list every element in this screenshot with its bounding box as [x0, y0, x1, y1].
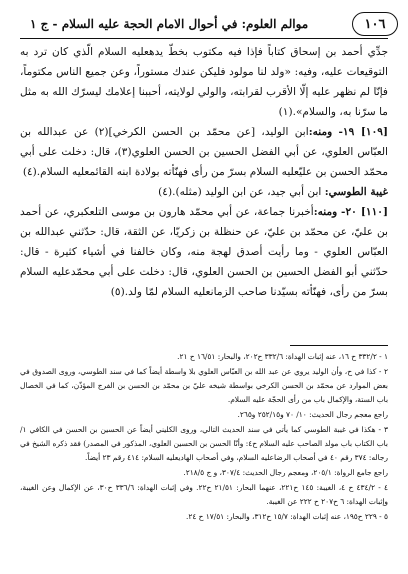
page-header: [18, 10, 398, 38]
hadith-number: [١٠٩] ١٩-: [338, 126, 388, 138]
main-text: [20, 42, 388, 302]
paragraph-text: جدِّي أحمد بن إسحاق كتاباً فإذا فيه مكتوب بخطّ يدهعليه السلام الّذي كان ترد به التوقيعات عليه، وفيه: «ولد لنا مولود فليكن عندك مستوراً، وعن جميع الناس مكتوماً، فإنّا لم نظهر عليه إلّا الأقرب لقرابته، والولي لولايته، أحببنا إعلامك ليسرّك الله به مثل ما سرّنا به، والسلام».(١): [20, 46, 388, 118]
paragraph-text: ابن الوليد، [عن محمّد بن الحسن الكرخي](٢) عن عبدالله بن العبّاس العلوي، عن أبي الفضل الحسين بن الحسن العلوي(٣)، قال: دخلت على أبي محمّد الحسن بن عليّعليه السلام بسرّ من رأى فهنّأته بولادة ابنه القائمعليه السلام.(٤): [20, 126, 389, 178]
footnote: راجع جامع الرواة: ٢٠٥/١، ومعجم رجال الحديث: ٣٠٧/٤، و ج ٢١٨/٥.: [183, 468, 388, 477]
page-number-badge: ١٠٦: [352, 12, 398, 36]
paragraph-continuation: [20, 42, 388, 122]
hadith-source: ومنه:: [308, 126, 333, 138]
source-label: غيبة الطوسي:: [324, 186, 388, 198]
footnote: ٥ - ٢٢٩ ح١٩٥، عنه إثبات الهداة: ١٥/٧ ح٣١٢، والبحار: ١٧/٥١ ح ٢٤.: [185, 512, 388, 521]
paragraph-text: أخبرنا جماعة، عن أبي محمّد هارون بن موسى التلعكبري، عن أحمد بن عليّ، عن محمّد بن عليّ، عن حنظلة بن زكريّا، عن الثقة، قال: حدّثني عبدالله بن العبّاس العلوي - وما رأيت أصدق لهجة منه، وكان خالفنا في أشياء كثيرة - قال: حدّثني أبو الفضل الحسين بن الحسن العلوي، قال: دخلت على أبي محمّدعليه السلام بسرّ من رأى، فهنّأته بسيّدنا صاحب الزمانعليه السلام لمّا ولد.(٥): [20, 206, 388, 298]
footnote: ١ - ٣٣٢/٢ ح ١٦، عنه إثبات الهداة: ٣٣٢/٦ ح٢٠٢، والبحار: ١٦/٥١ ح ٢١.: [177, 352, 388, 361]
hadith-number: [١١٠] ٢٠-: [341, 206, 389, 218]
footnote: ٣ - هكذا في غيبة الطوسي كما يأتي في سند الحديث التالي، وروى الكليني أيضاً عن الحسين بن الحسن في الكافي ١/ باب الكتاب باب مولد الصاحب عليه السلام ح٤: وأنّا الحسن بن الحسين العلوي، المذكور في المصدر) فقد ذكره الشيخ في رجاله: ٣٧٤ رقم ٤٠ في أصحاب الرضاعليه السلام، وفي أصحاب الهاديعليه السلام: ٤١٤ رقم ٢٣ أيضاً.: [20, 425, 388, 462]
paragraph-ghayba-tusi: [20, 182, 388, 202]
footnote: راجع معجم رجال الحديث: ١٠/ ٧٠ و٢٥٢/١٥ و٢٦٥.: [237, 410, 388, 419]
hadith-source: ومنه:: [313, 206, 338, 218]
running-title: موالم العلوم: في أحوال الامام الحجة عليه السلام - ج ١: [30, 17, 309, 31]
footnote: ٢ - كذا في ح، وأن الوليد يروي عن عبد الله بن العبّاس العلوي بلا واسطة أيضاً كما في سند الطوسي، وروى الصدوق في بعض الموارد عن محمّد بن الحسن الكرخي بواسطة شيخه عليّ بن محمّد بن الحسن بن الفرج المؤذّن، كما في الخصال باب الستة، والإكمال باب من رأى الحجّة عليه السلام.: [20, 367, 388, 404]
header-rule: [20, 38, 388, 39]
paragraph-hadith-109: [20, 122, 388, 182]
footnotes: [20, 350, 388, 525]
footnote: ٤ - ٤٣٤/٢ ح ٤، الغيبة: ١٤٥ ح٢٢١، عنهما البحار: ٢١/٥١ ح٢٢. وفي إثبات الهداة: ٣٣٦/٦ ح٣٠، عن الإكمال وعن الغيبة، وإثبات الهداة: ٦ ح٢٠٧ ح ٢٢٢ عن الغيبة.: [20, 483, 389, 506]
footnote-separator: [290, 345, 388, 346]
paragraph-hadith-110: [20, 202, 388, 302]
paragraph-text: ابن أبي جيد، عن ابن الوليد (مثله).(٤): [158, 186, 322, 198]
